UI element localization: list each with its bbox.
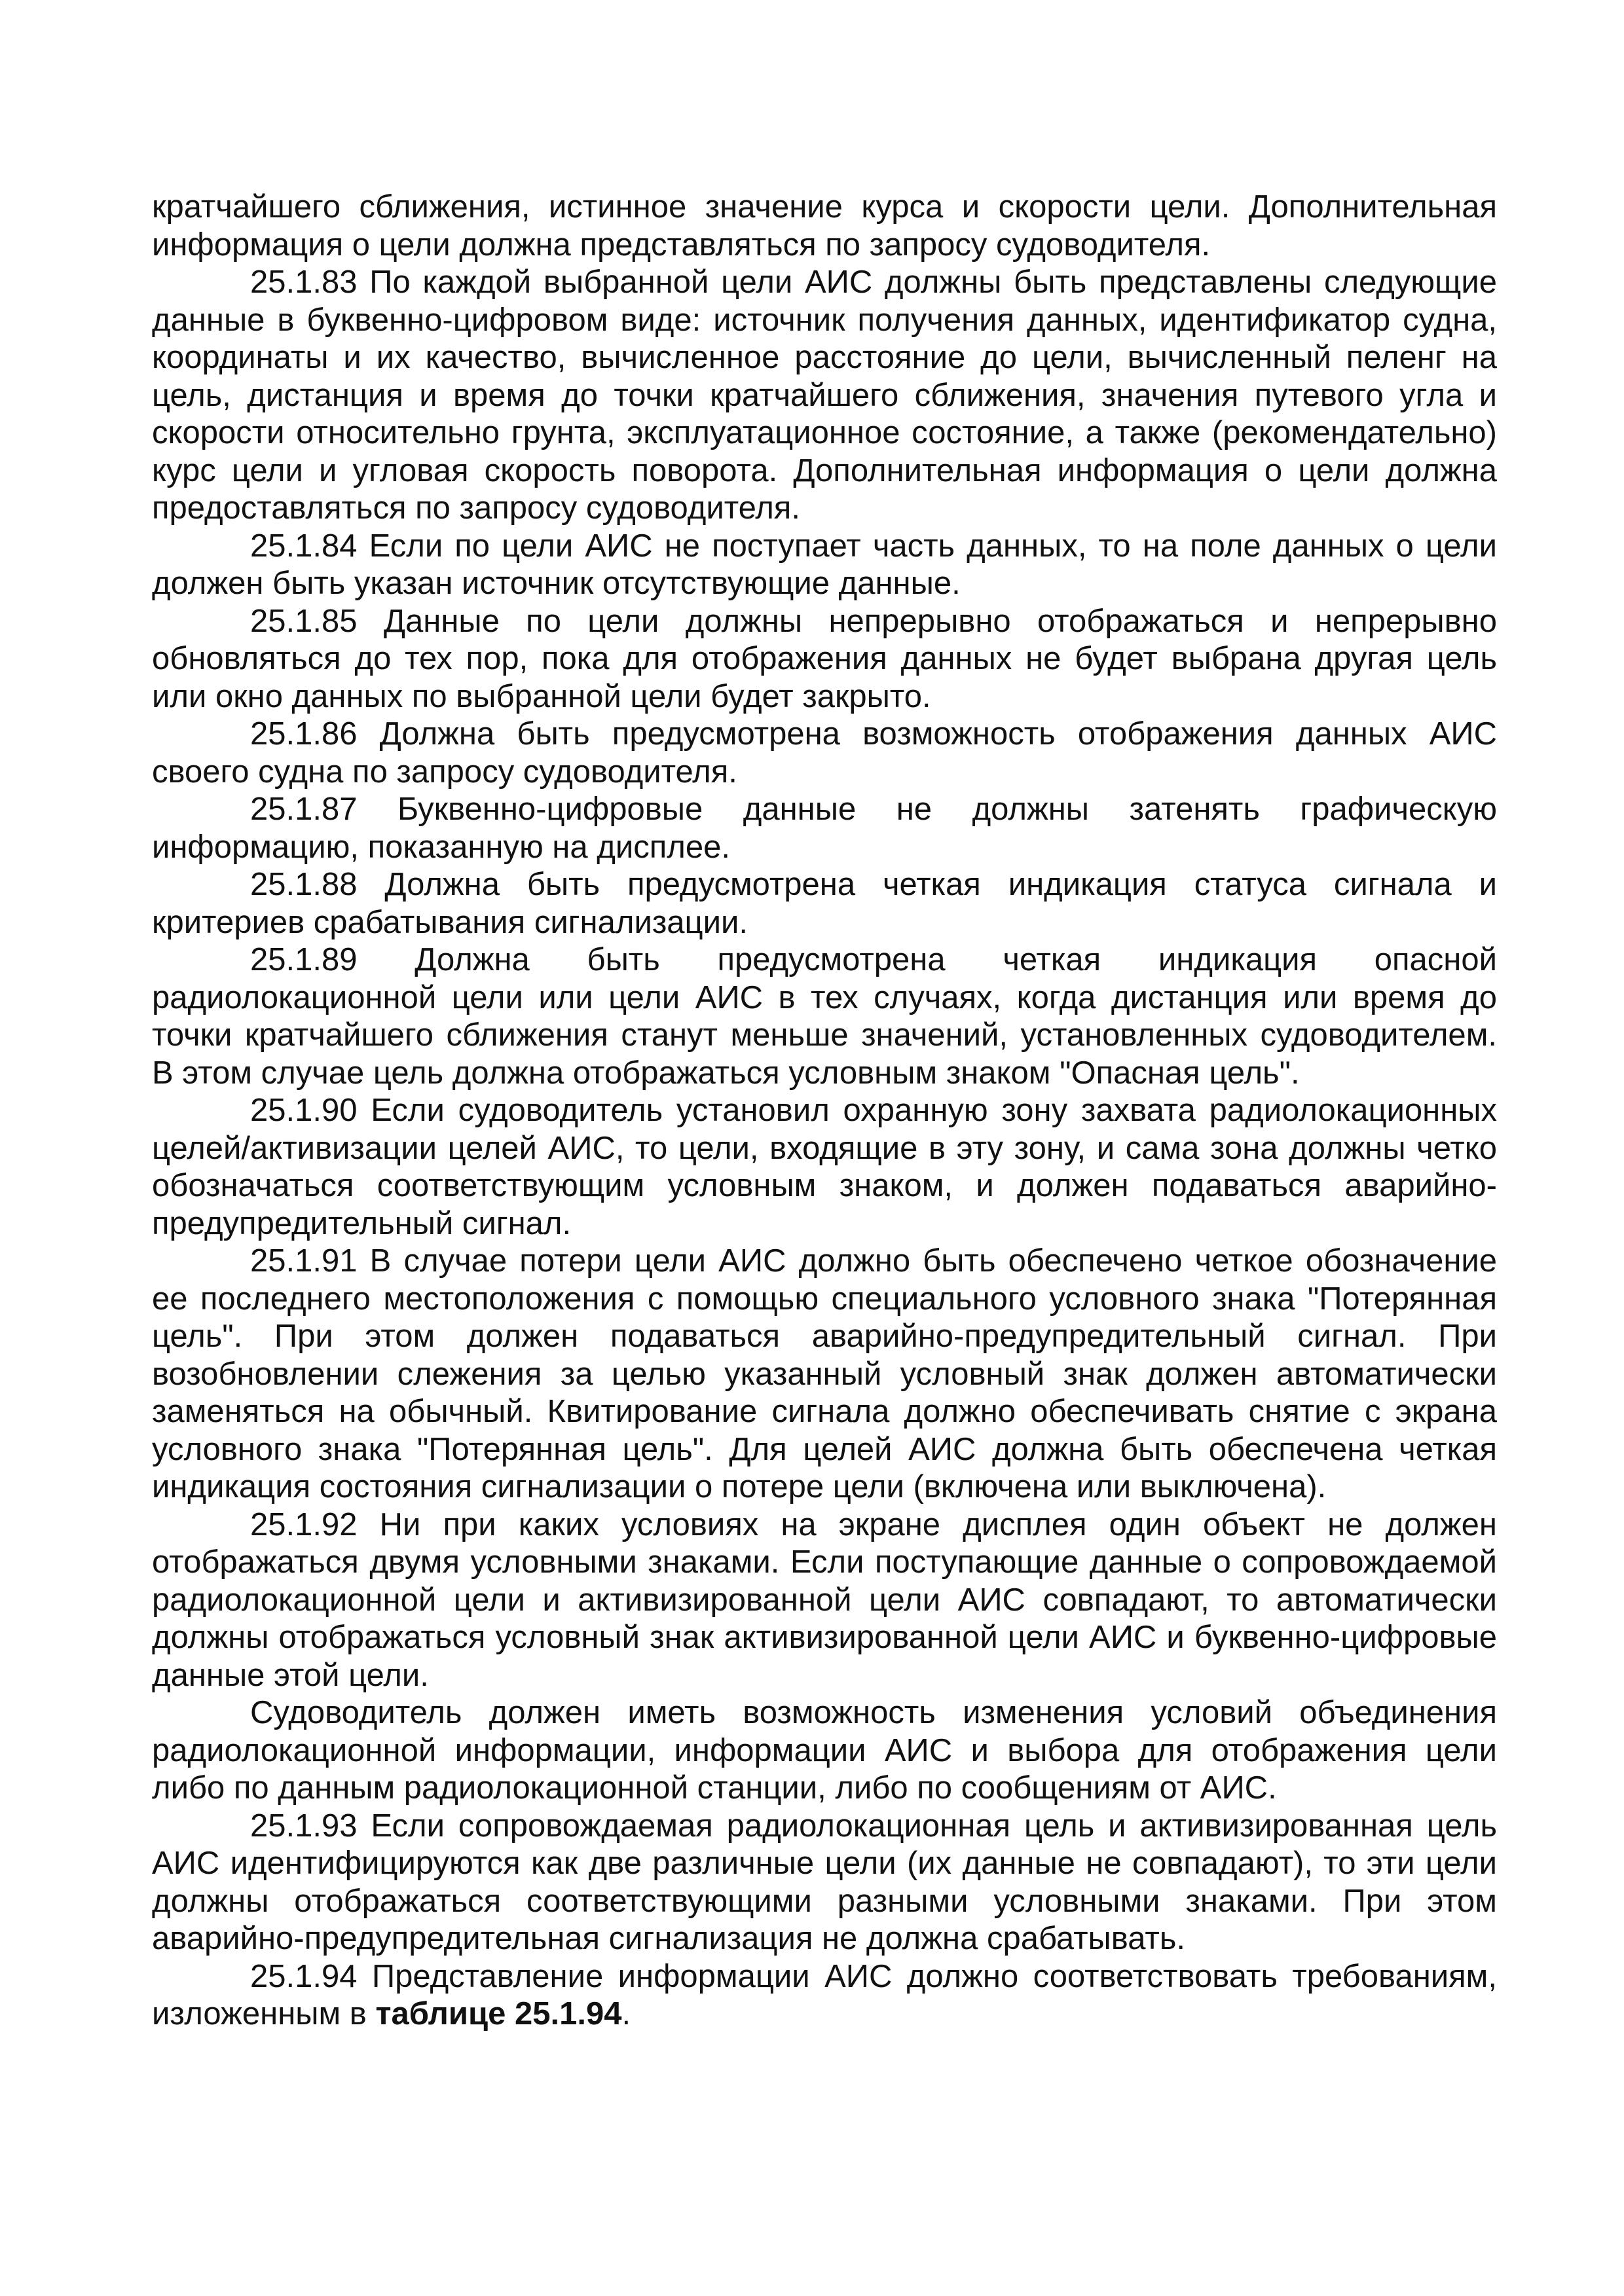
- paragraph-number: 25.1.89: [250, 942, 358, 977]
- paragraph-number: 25.1.88: [250, 867, 358, 902]
- paragraph-text: Представление информации АИС должно соответствовать требованиям, изложенным в: [152, 1958, 1497, 2032]
- paragraph-25-1-91: [152, 1243, 1497, 1506]
- paragraph-text: кратчайшего сближения, истинное значение курса и скорости цели. Дополнительная информация о цели должна представляться по запросу судоводителя.: [152, 189, 1497, 263]
- paragraph-number: 25.1.91: [250, 1243, 358, 1279]
- paragraph-text: Буквенно-цифровые данные не должны затенять графическую информацию, показанную на дисплее.: [152, 792, 1497, 865]
- paragraph-number: 25.1.92: [250, 1506, 358, 1542]
- paragraph-number: 25.1.84: [250, 528, 358, 564]
- paragraph-text: Судоводитель должен иметь возможность изменения условий объединения радиолокационной информации, информации АИС и выбора для отображения цели либо по данным радиолокационной станции, либо по сообщениям от АИС.: [152, 1695, 1497, 1806]
- paragraph-25-1-84: [152, 528, 1497, 603]
- paragraph-number: 25.1.87: [250, 792, 358, 827]
- document-page: [152, 189, 1497, 2033]
- paragraph-25-1-85: [152, 603, 1497, 716]
- paragraph-text: Если сопровождаемая радиолокационная цель и активизированная цель АИС идентифицируются как две различные цели (их данные не совпадают), то эти цели должны отображаться соответствующими разными условными знаками. При этом аварийно-предупредительная сигнализация не должна срабатывать.: [152, 1808, 1497, 1956]
- paragraph-text: В случае потери цели АИС должно быть обеспечено четкое обозначение ее последнего местоположения с помощью специального условного знака "Потерянная цель". При этом должен подаваться аварийно-предупредительный сигнал. При возобновлении слежения за целью указанный условный знак должен автоматически заменяться на обычный. Квитирование сигнала должно обеспечивать снятие с экрана условного знака "Потерянная цель". Для целей АИС должна быть обеспечена четкая индикация состояния сигнализации о потере цели (включена или выключена).: [152, 1243, 1497, 1504]
- paragraph-number: 25.1.94: [250, 1958, 358, 1994]
- paragraph-25-1-83: [152, 264, 1497, 528]
- paragraph-text: По каждой выбранной цели АИС должны быть представлены следующие данные в буквенно-цифровом виде: источник получения данных, идентификатор судна, координаты и их качество, вычисленное расстояние до цели, вычисленный пеленг на цель, дистанция и время до точки кратчайшего сближения, значения путевого угла и скорости относительно грунта, эксплуатационное состояние, а также (рекомендательно) курс цели и угловая скорость поворота. Дополнительная информация о цели должна предоставляться по запросу судоводителя.: [152, 264, 1497, 526]
- paragraph-number: 25.1.83: [250, 264, 358, 300]
- paragraph-25-1-87: [152, 791, 1497, 866]
- paragraph-25-1-94: [152, 1958, 1497, 2033]
- paragraph-25-1-92: [152, 1506, 1497, 1695]
- paragraph-text: Должна быть предусмотрена четкая индикация опасной радиолокационной цели или цели АИС в тех случаях, когда дистанция или время до точки кратчайшего сближения станут меньше значений, установленных судоводителем. В этом случае цель должна отображаться условным знаком "Опасная цель".: [152, 942, 1497, 1091]
- paragraph-25-1-88: [152, 866, 1497, 941]
- paragraph-number: 25.1.90: [250, 1093, 358, 1128]
- paragraph-text: Должна быть предусмотрена возможность отображения данных АИС своего судна по запросу судоводителя.: [152, 716, 1497, 790]
- paragraph-continuation: [152, 189, 1497, 264]
- paragraph-25-1-89: [152, 941, 1497, 1092]
- paragraph-25-1-93: [152, 1808, 1497, 1958]
- table-reference: таблице 25.1.94: [375, 1996, 622, 2032]
- paragraph-25-1-86: [152, 716, 1497, 791]
- paragraph-text: Должна быть предусмотрена четкая индикация статуса сигнала и критериев срабатывания сигнализации.: [152, 867, 1497, 940]
- paragraph-text: Если по цели АИС не поступает часть данных, то на поле данных о цели должен быть указан источник отсутствующие данные.: [152, 528, 1497, 601]
- paragraph-number: 25.1.85: [250, 603, 358, 639]
- paragraph-25-1-90: [152, 1092, 1497, 1243]
- paragraph-number: 25.1.86: [250, 716, 358, 752]
- paragraph-25-1-92-continued: [152, 1694, 1497, 1808]
- paragraph-text: Данные по цели должны непрерывно отображаться и непрерывно обновляться до тех пор, пока для отображения данных не будет выбрана другая цель или окно данных по выбранной цели будет закрыто.: [152, 603, 1497, 714]
- paragraph-text: Ни при каких условиях на экране дисплея один объект не должен отображаться двумя условными знаками. Если поступающие данные о сопровождаемой радиолокационной цели и активизированной цели АИС совпадают, то автоматически должны отображаться условный знак активизированной цели АИС и буквенно-цифровые данные этой цели.: [152, 1506, 1497, 1693]
- paragraph-tail: .: [621, 1996, 631, 2032]
- paragraph-number: 25.1.93: [250, 1808, 358, 1844]
- paragraph-text: Если судоводитель установил охранную зону захвата радиолокационных целей/активизации целей АИС, то цели, входящие в эту зону, и сама зона должны четко обозначаться соответствующим условным знаком, и должен подаваться аварийно-предупредительный сигнал.: [152, 1093, 1497, 1241]
